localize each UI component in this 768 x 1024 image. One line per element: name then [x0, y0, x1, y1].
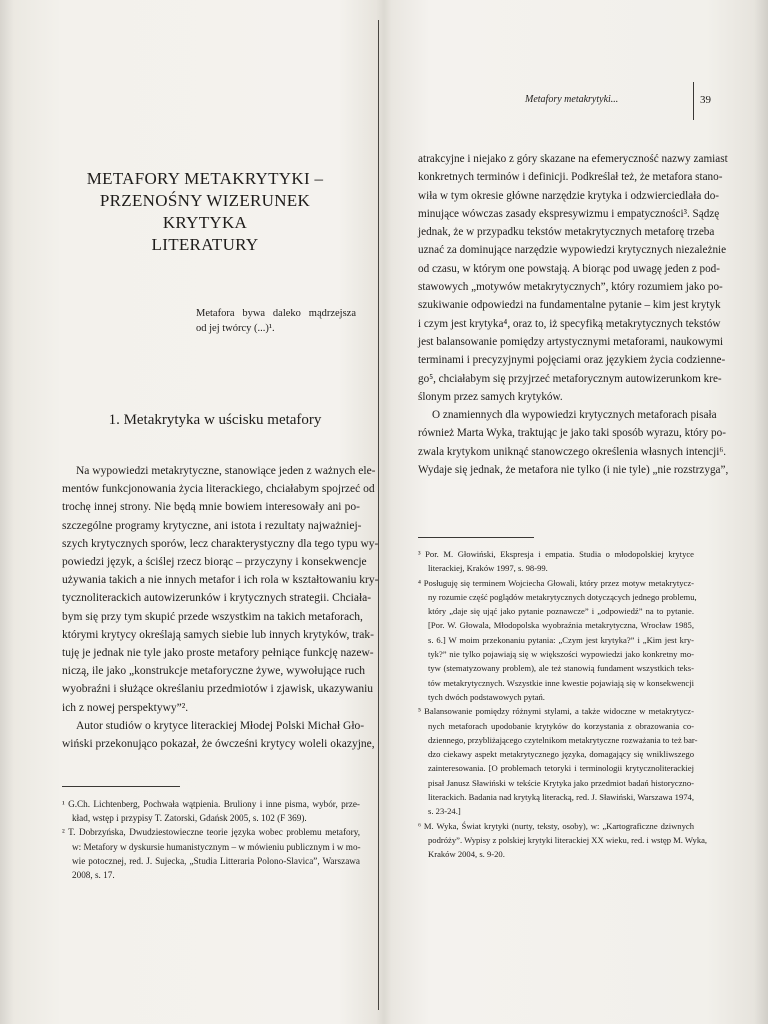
chapter-title-line: PRZENOŚNY WIZERUNEK KRYTYKA: [99, 191, 311, 232]
footnote-line: ² T. Dobrzyńska, Dwudziestowieczne teorie języka wobec problemu metafory,: [62, 827, 360, 838]
footnote-line: literackich. Badania nad krytyką literacką, red. J. Sławiński, Warszawa 1974,: [428, 792, 694, 803]
body-line: którymi krytycy określają samych siebie lub innych krytyków, trak-: [62, 628, 374, 641]
body-line: wiła w tym okresie główne narzędzie krytyka i odzwierciedlała do-: [418, 189, 720, 202]
footnote-line: ³ Por. M. Głowiński, Ekspresja i empatia. Studia o młodopolskiej krytyce: [418, 549, 694, 559]
body-line: od czasu, w którym one powstają. A biorąc pod uwagę jeden z pod-: [418, 262, 720, 275]
footnote-line: 2008, s. 17.: [72, 870, 115, 881]
footnote-line: ⁶ M. Wyka, Świat krytyki (nurty, teksty, osoby), w: „Kartograficzne dziwnych: [418, 820, 694, 831]
body-line: mentów funkcjonowania życia literackiego, chciałabym spojrzeć od: [62, 483, 375, 496]
chapter-title-line: LITERATURY: [151, 235, 259, 254]
footnote-line: ny rozumie część poglądów metakrytycznych dotyczących jednego problemu,: [428, 591, 697, 602]
left-body-text: [62, 462, 379, 753]
footnote-line: tów metakrytycznych. Wszystkie inne kwestie pojawiają się w konsekwencji: [428, 677, 694, 688]
epigraph-line: od jej twórcy (...)¹.: [196, 323, 275, 334]
body-line: i czym jest krytyka⁴, oraz to, iż specyfiką metakrytycznych tekstów: [418, 317, 721, 330]
footnote-line: zainteresowania. [O problemach tetoryki i terminologii krytycznoliterackiej: [428, 763, 694, 774]
epigraph-line: Metafora bywa daleko mądrzejsza: [196, 308, 356, 319]
body-line: szukiwanie odpowiedzi na fundamentalne pytanie – kim jest krytyk: [418, 299, 721, 312]
body-line: trochę innej strony. Nie będą mnie bowiem interesowały ani po-: [62, 501, 360, 514]
chapter-title-line: METAFORY METAKRYTYKI –: [86, 169, 324, 188]
footnote-line: [Por. W. Głowala, Młodopolska wyobraźnia metakrytyczna, Wrocław 1985,: [428, 620, 694, 631]
body-line: stawowych „motywów metakrytycznych”, który rozumiem jako po-: [418, 281, 723, 294]
body-line: Na wypowiedzi metakrytyczne, stanowiące jeden z ważnych ele-: [76, 465, 376, 477]
body-line: szczególne programy krytyczne, ani istota i rezultaty najważniej-: [62, 519, 362, 532]
footnote-line: ¹ G.Ch. Lichtenberg, Pochwała wątpienia. Bruliony i inne pisma, wybór, prze-: [62, 799, 360, 809]
footnote-rule: [418, 537, 534, 538]
footnote-line: tyw (stematyzowany problem), ale też stanowią fundament wszystkich teks-: [428, 663, 694, 674]
book-gutter: [378, 20, 379, 1010]
right-footnotes: [418, 547, 708, 862]
body-line: Autor studiów o krytyce literackiej Młodej Polski Michał Gło-: [76, 719, 365, 732]
body-line: również Marta Wyka, traktując je jako taki sposób wyrazu, który po-: [418, 427, 726, 440]
chapter-title: [60, 168, 350, 256]
epigraph: [196, 306, 356, 336]
body-line: uznać za dominujące narzędzie wypowiedzi krytycznych niezależnie: [418, 244, 727, 257]
footnote-line: ⁵ Balansowanie pomiędzy różnymi stylami, a także widoczne w metakrytycz-: [418, 706, 694, 717]
left-edge-shadow: [0, 0, 14, 1024]
body-line: ślonym przez samych krytyków.: [418, 390, 563, 403]
body-line: terminami i precyzyjnymi pojęciami oraz językiem życia codzienne-: [418, 354, 726, 367]
body-line: wiński przekonująco pokazał, że ówcześni krytycy woleli okazyjne,: [62, 738, 375, 751]
footnote-line: pisał Janusz Sławiński w tekście Krytyka jako przedmiot badań historyczno-: [428, 777, 694, 788]
footnote-rule: [62, 786, 180, 787]
footnote-line: dziennego, przybliżającego czytelnikom metakrytyczne rozważania to też bar-: [428, 734, 698, 745]
page-number: 39: [700, 94, 711, 106]
footnote-line: s. 6.] W moim przekonaniu pytania: „Czym jest krytyka?” i „Kim jest kry-: [428, 634, 694, 645]
footnote-line: Kraków 2004, s. 9-20.: [428, 849, 505, 860]
body-line: powiedzi język, a ściślej rzecz biorąc – przyczyny i konsekwencje: [62, 556, 367, 569]
footnote-line: nych metaforach upodobanie krytyków do korzystania z obrazowania co-: [428, 720, 694, 731]
body-line: minujące wówczas zasady ekspresywizmu i empatyczności³. Sądzę: [418, 207, 720, 220]
body-line: zwala krytykom uniknąć stanowczego określenia własnych intencji⁶.: [418, 445, 727, 458]
body-line: konkretnych terminów i definicji. Podkreślał też, że metafora stano-: [418, 171, 723, 184]
body-line: O znamiennych dla wypowiedzi krytycznych metaforach pisała: [432, 409, 717, 422]
body-line: Wydaje się jednak, że metafora nie tylko (i nie tyle) „nie rozstrzyga”,: [418, 464, 729, 477]
footnote-line: s. 23-24.]: [428, 806, 461, 817]
right-body-text: [418, 150, 729, 479]
right-edge-shadow: [754, 0, 768, 1024]
footnote-line: dzo ciekawy aspekt metakrytycznego języka, domagający się wnikliwszego: [428, 749, 694, 760]
body-line: jednak, że w przypadku tekstów metakrytycznych metaforę trzeba: [418, 226, 715, 239]
folio-divider: [693, 82, 694, 120]
footnote-line: literackiej, Kraków 1997, s. 98-99.: [428, 563, 548, 574]
body-line: jest balansowanie pomiędzy artystycznymi metaforami, naukowymi: [418, 335, 724, 348]
footnote-line: kład, wstęp i przypisy T. Zatorski, Gdańsk 2005, s. 102 (F 369).: [72, 813, 307, 824]
footnote-line: w: Metafory w dyskursie humanistycznym – w mówieniu publicznym i w mo-: [72, 841, 361, 852]
footnote-line: podróży”. Wypisy z polskiej krytyki literackiej XX wieku, red. i wstęp M. Wyka,: [428, 834, 708, 845]
footnote-line: tych dwóch podstawowych pytań.: [428, 691, 545, 702]
body-line: używania takich a nie innych metafor i ich rola w kształtowaniu kry-: [62, 574, 379, 587]
body-line: tuję je jednak nie tyle jako proste metafory pełniące funkcję nazew-: [62, 647, 374, 660]
body-line: go⁵, chciałabym się przyjrzeć metaforycznym autowizerunkom kre-: [418, 372, 722, 385]
footnote-line: który „daje się ująć jako pytanie poznawcze” i „odpowiedź” na to pytanie.: [428, 606, 694, 617]
body-line: ich z nowej perspektywy”².: [62, 701, 189, 714]
body-line: wyobraźni i służące określaniu przedmiotów i zjawisk, ukazywaniu: [62, 683, 374, 696]
running-head: Metafory metakrytyki...: [525, 94, 619, 105]
left-footnotes: [62, 797, 360, 882]
section-heading: 1. Metakrytyka w uścisku metafory: [108, 412, 322, 428]
footnote-line: ⁴ Posługuję się terminem Wojciecha Głowali, który przez motyw metakrytycz-: [418, 577, 694, 588]
body-line: atrakcyjne i niejako z góry skazane na efemeryczność nazwy zamiast: [418, 153, 728, 165]
body-line: niczą, ile jako „konstrukcje metaforyczne żywe, wywołujące ruch: [62, 665, 366, 678]
footnote-line: wie potocznej, red. J. Sujecka, „Studia Litteraria Polono-Slavica”, Warszawa: [72, 855, 360, 866]
body-line: bym się przy tym skupić przede wszystkim na takich metaforach,: [62, 610, 363, 623]
body-line: tycznoliterackich autowizerunków i krytycznych strategii. Chciała-: [62, 592, 372, 605]
body-line: szych krytycznych sporów, lecz charakterystyczny dla tego typu wy-: [62, 537, 379, 550]
footnote-line: tyk?” nie tylko pojawiają się w większości wypowiedzi jako konkretny mo-: [428, 649, 694, 660]
